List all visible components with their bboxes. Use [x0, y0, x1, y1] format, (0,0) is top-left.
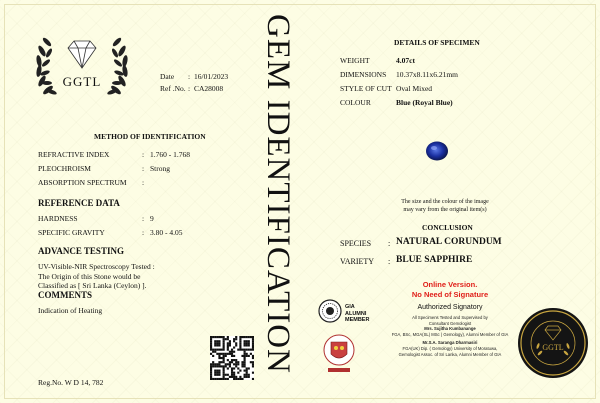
reference-row-value: 3.80 - 4.05 [150, 228, 183, 237]
signatory-line: Mrs. Sujitha Kumbanange [424, 326, 476, 332]
details-row-label: DIMENSIONS [340, 70, 387, 79]
registration-number: Reg.No. W D 14, 782 [38, 378, 104, 387]
variety-colon: : [388, 257, 391, 266]
conclusion-title: CONCLUSION [422, 223, 473, 232]
details-row-value: Oval Mixed [396, 84, 433, 93]
advance-line: Classified as [ Sri Lanka (Ceylon) ]. [38, 281, 147, 290]
logo-text: GGTL [62, 74, 102, 89]
method-row-label: ABSORPTION SPECTRUM [38, 178, 127, 187]
signatory-line: Mr.S.A. Saranga Dharmasiri [422, 340, 478, 346]
advance-line: The Origin of this Stone would be [38, 271, 141, 281]
method-row: PLEOCHROISM : Strong [38, 164, 171, 173]
gia-seal-icon [318, 299, 342, 323]
method-row: ABSORPTION SPECTRUM : [38, 178, 145, 187]
association-crest [322, 332, 356, 376]
details-title: DETAILS OF SPECIMEN [394, 38, 480, 47]
details-row-value: 4.07ct [396, 56, 415, 65]
ref-colon: : [188, 84, 191, 93]
gem-identification-title: GEM IDENTIFICATION [260, 14, 296, 374]
signatory-title: Authorized Signatory [417, 304, 483, 311]
image-note [370, 198, 520, 214]
reference-row: SPECIFIC GRAVITY : 3.80 - 4.05 [38, 228, 183, 237]
ggtl-logo [30, 28, 134, 106]
gia-alumni-badge [318, 296, 376, 326]
method-row-label: REFRACTIVE INDEX [38, 150, 110, 159]
species-label: SPECIES [340, 239, 372, 248]
seal-text: GGTL [542, 343, 564, 352]
gia-badge-line: GIA ALUMNI [345, 304, 367, 317]
details-row-label: COLOUR [340, 98, 371, 107]
details-row-label: WEIGHT [340, 56, 370, 65]
advance-title: ADVANCE TESTING [38, 246, 124, 256]
variety-label: VARIETY [340, 257, 375, 266]
reference-row-value: 9 [150, 214, 154, 223]
method-title: METHOD OF IDENTIFICATION [94, 132, 206, 141]
image-note-line: may vary from the original item(s) [403, 207, 487, 213]
signatory-line: FGA(UK) Dip. ( Gemology) University of Moratuwa, [402, 345, 498, 351]
ref-label: Ref .No. [160, 84, 186, 93]
date-label: Date [160, 72, 175, 81]
reference-title: REFERENCE DATA [38, 198, 120, 208]
signatory-line: Consultant Gemologist [428, 320, 472, 326]
signatory-line: All Specimens Tested and Supervised by [412, 315, 488, 320]
date-value: 16/01/2023 [194, 72, 229, 81]
online-notice-line: Online Version. [422, 280, 478, 289]
qr-code [210, 336, 254, 380]
image-note-line: The size and the colour of the image [401, 199, 489, 205]
species-colon: : [388, 239, 391, 248]
advance-text [38, 262, 155, 291]
method-row-value: Strong [150, 164, 171, 173]
details-row [340, 56, 415, 65]
gem-image [424, 140, 450, 162]
ggtl-seal [516, 306, 590, 380]
details-row-label: STYLE OF CUT [340, 84, 392, 93]
details-row [340, 98, 453, 107]
signatory-details [372, 315, 528, 357]
online-notice-line: No Need of Signature [411, 290, 489, 299]
advance-line: UV-Visible-NIR Spectroscopy Tested : [38, 262, 155, 271]
reference-row: HARDNESS : 9 [38, 214, 154, 223]
details-row-value: Blue (Royal Blue) [396, 98, 453, 107]
signatory-line: FGA, BSc, MGA(SL) MSc ( Gemology), Alumni Member of GIA [391, 331, 509, 337]
ref-value: CA28008 [194, 84, 224, 93]
species-value: NATURAL CORUNDUM [396, 237, 502, 247]
method-row: REFRACTIVE INDEX : 1.760 - 1.768 [38, 150, 190, 159]
comments-text: Indication of Heating [38, 306, 103, 315]
method-row-label: PLEOCHROISM [38, 164, 91, 173]
details-row-value: 10.37x8.11x6.21mm [396, 70, 459, 79]
variety-value: BLUE SAPPHIRE [396, 255, 473, 265]
reference-row-label: HARDNESS [38, 214, 78, 223]
signatory-line: Gemologist Assoc. of Sri Lanka, Alumni Member of GIA [398, 351, 502, 357]
details-row [340, 84, 433, 93]
reference-row-label: SPECIFIC GRAVITY [38, 228, 105, 237]
date-colon: : [188, 72, 191, 81]
online-notice [380, 280, 520, 300]
gia-badge-text [345, 304, 376, 324]
gia-badge-line: MEMBER [345, 317, 370, 323]
method-row-value: 1.760 - 1.768 [150, 150, 190, 159]
details-row [340, 70, 459, 79]
comments-title: COMMENTS [38, 290, 92, 300]
